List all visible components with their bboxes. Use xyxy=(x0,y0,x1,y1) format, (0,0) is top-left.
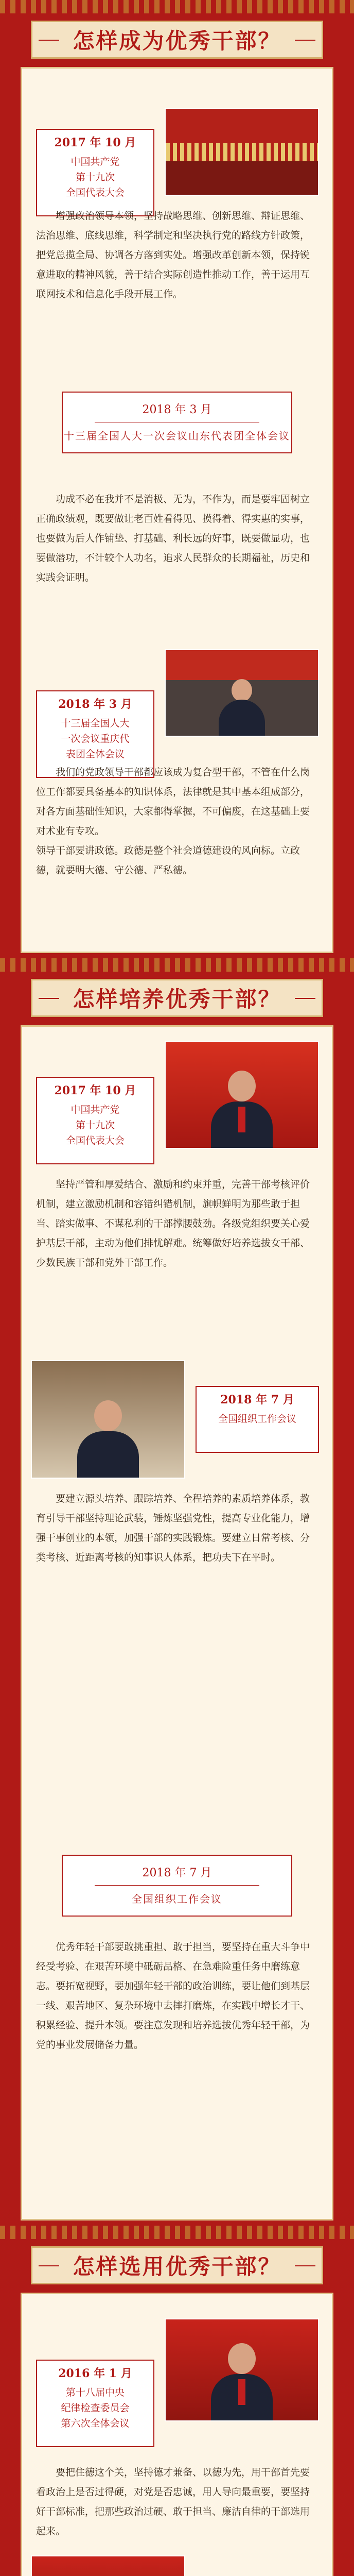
section1-text-1: 增强政治领导本领，坚持战略思维、创新思维、辩证思维、法治思维、底线思维，科学制定和坚决执行党的路线方针政策，把党总揽全局、协调各方落到实处。增强改革创新本领，保持锐意进取的精神风貌，善于结合实际创造性推动工作，善于运用互联网技术和信息化手段开展工作。 xyxy=(36,210,310,300)
section2-text-1: 坚持严管和厚爱结合、激励和约束并重，完善干部考核评价机制，建立激励机制和容错纠错机制，旗帜鲜明为那些敢于担当、踏实做事、不谋私利的干部撑腰鼓劲。各级党组织要关心爱护基层干部，主动为他们排忧解难。统筹做好培养选拔女干部、少数民族干部和党外干部工作。 xyxy=(36,1179,310,1268)
label-title: 十三届全国人大 一次会议重庆代 表团全体会议 xyxy=(61,718,130,760)
label-title: 中国共产党 第十九次 全国代表大会 xyxy=(65,156,125,198)
top-ornament xyxy=(0,0,354,13)
label-2016-1 xyxy=(36,2360,154,2447)
speaker-photo-4 xyxy=(31,2555,185,2576)
label-year: 2017 年 10 月 xyxy=(54,1084,136,1097)
speaker-photo-3 xyxy=(165,2318,319,2421)
section-title-3: 怎样选用优秀干部？ xyxy=(31,2246,323,2284)
section3-text-1: 要把住德这个关，坚持德才兼备、以德为先，用干部首先要看政治上是否过得硬，对党是否忠诚，用人导向最重要，要坚持好干部标准，把那些政治过硬、敢于担当、廉洁自律的干部选用起来。 xyxy=(36,2467,310,2537)
delegation-meeting-photo xyxy=(165,649,319,737)
section-title-2: 怎样培养优秀干部？ xyxy=(31,979,323,1017)
divider-ornament-1 xyxy=(0,958,354,972)
section2-text-3: 优秀年轻干部要敢挑重担、敢于担当，要坚持在重大斗争中经受考验、在艰苦环境中砥砺品格、在急难险重任务中磨练意志。要拓宽视野，要加强年轻干部的政治训练，要让他们到基层一线、艰苦地区、复杂环境中去摔打磨炼，在实践中增长才干、积累经验、提升本领。要注意发现和培养选拔优秀年轻干部，为党的事业发展储备力量。 xyxy=(36,1941,310,2050)
section1-text-3: 我们的党政领导干部都应该成为复合型干部，不管在什么岗位工作都要具备基本的知识体系，法律就是其中基本组成部分，对各方面基础性知识，大家都得掌握，不可偏废，在这基础上要对术业有专攻。 领导干部要讲政德。政德是整个社会道德建设的风向标。立政德，就要明大德、守公德、严私德。 xyxy=(36,767,310,876)
label-2017-10-b xyxy=(36,1077,154,1164)
section2-text-2: 要建立源头培养、跟踪培养、全程培养的素质培养体系，教育引导干部坚持理论武装，锤炼坚强党性，提高专业化能力，增强干事创业的本领，加强干部的实践锻炼。要建立日常考核、分类考核、近距离考核的知事识人体系，把功夫下在平时。 xyxy=(36,1493,310,1563)
divider-ornament-2 xyxy=(0,2226,354,2239)
date-banner-2018-7-b xyxy=(62,1855,292,1917)
label-year: 2017 年 10 月 xyxy=(54,136,136,149)
label-year: 2018 年 3 月 xyxy=(58,698,132,711)
label-title: 全国组织工作会议 xyxy=(218,1413,296,1425)
section1-text-2: 功成不必在我并不是消极、无为，不作为，而是要牢固树立正确政绩观，既要做让老百姓看得见、摸得着、得实惠的实事，也要做为后人作铺垫、打基础、利长远的好事，既要做显功，也要做潜功，不计较个人功名，追求人民群众的长期福祉，历史和实践会证明。 xyxy=(36,494,310,583)
label-year: 2016 年 1 月 xyxy=(58,2367,132,2380)
section-title-1: 怎样成为优秀干部？ xyxy=(31,21,323,59)
label-2017-10-a xyxy=(36,129,154,216)
speaker-photo-2 xyxy=(31,1360,185,1479)
banner-title: 全国组织工作会议 xyxy=(132,1893,222,1905)
label-title: 第十八届中央 纪律检查委员会 第六次全体会议 xyxy=(61,2387,130,2429)
label-year: 2018 年 7 月 xyxy=(220,1393,294,1406)
speaker-photo-1 xyxy=(165,1041,319,1149)
banner-year: 2018 年 7 月 xyxy=(142,1867,212,1879)
congress-hall-photo xyxy=(165,108,319,196)
label-title: 中国共产党 第十九次 全国代表大会 xyxy=(65,1104,125,1146)
banner-year: 2018 年 3 月 xyxy=(142,403,212,416)
label-2018-7-a xyxy=(196,1386,319,1453)
banner-divider xyxy=(95,1885,259,1886)
date-banner-2018-3-a xyxy=(62,392,292,453)
banner-title: 十三届全国人大一次会议山东代表团全体会议 xyxy=(64,430,290,442)
